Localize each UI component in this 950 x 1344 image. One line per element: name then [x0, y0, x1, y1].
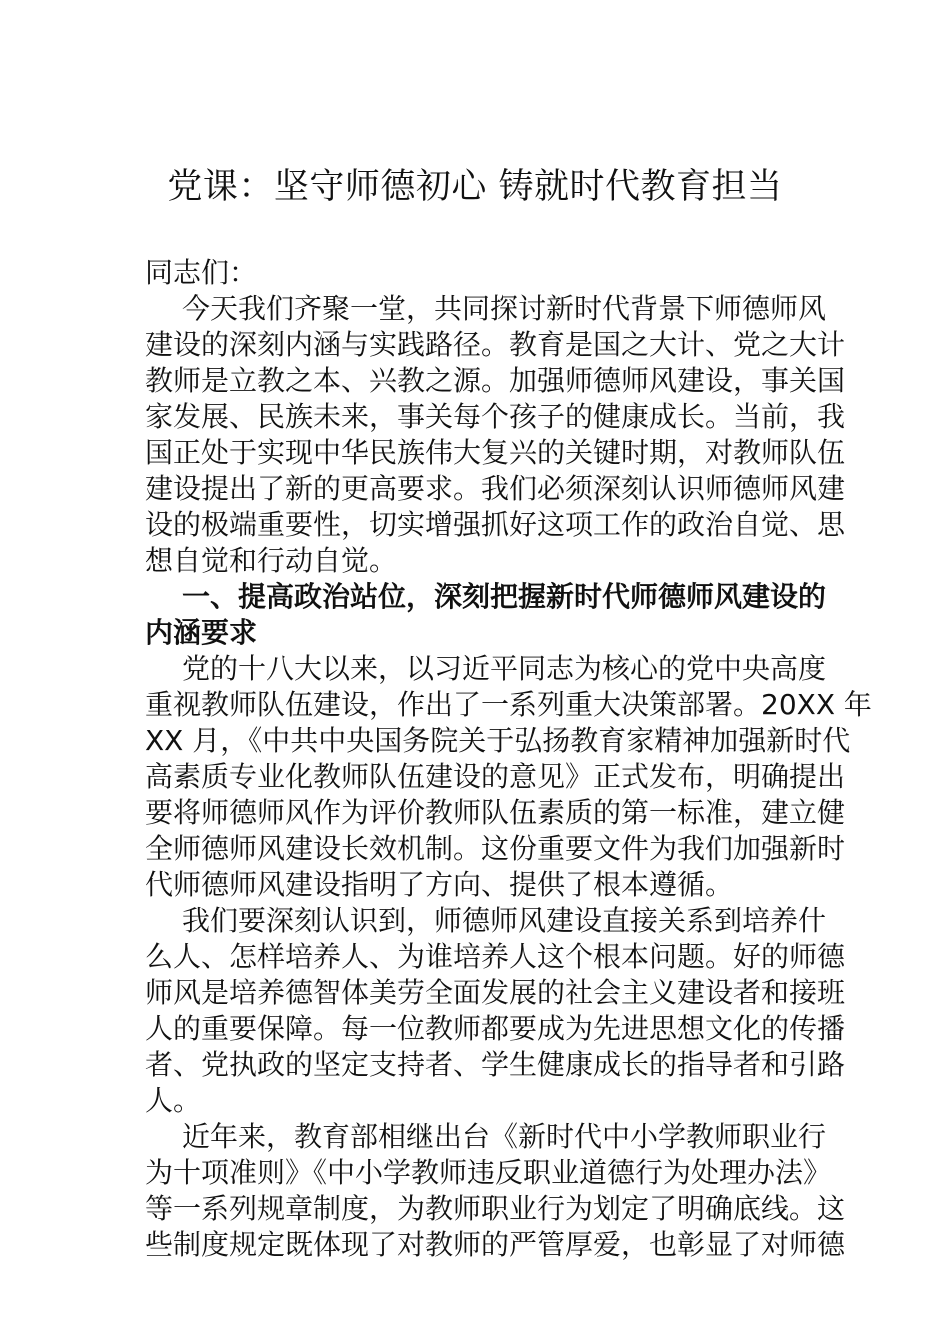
text-line: 为十项准则》《中小学教师违反职业道德行为处理办法》: [145, 1156, 832, 1189]
text-line: 今天我们齐聚一堂，共同探讨新时代背景下师德师风: [182, 292, 827, 325]
paragraph: [145, 651, 872, 903]
document-body: [145, 255, 872, 1263]
section-heading: [145, 579, 827, 651]
text-line: 人。: [145, 1084, 202, 1117]
paragraph: [145, 1119, 846, 1263]
text-line: XX 月，《中共中央国务院关于弘扬教育家精神加强新时代: [145, 724, 851, 757]
text-line: 些制度规定既体现了对教师的严管厚爱，也彰显了对师德: [145, 1228, 846, 1261]
text-line: 一、提高政治站位，深刻把握新时代师德师风建设的: [182, 580, 827, 613]
document-title: 党课：坚守师德初心 铸就时代教育担当: [167, 167, 783, 207]
text-line: 建设的深刻内涵与实践路径。教育是国之大计、党之大计: [145, 328, 846, 361]
text-line: 人的重要保障。每一位教师都要成为先进思想文化的传播: [145, 1012, 846, 1045]
salutation: 同志们：: [145, 256, 258, 289]
text-line: 家发展、民族未来，事关每个孩子的健康成长。当前，我: [145, 400, 846, 433]
text-line: 国正处于实现中华民族伟大复兴的关键时期，对教师队伍: [145, 436, 846, 469]
text-line: 者、党执政的坚定支持者、学生健康成长的指导者和引路: [145, 1048, 846, 1081]
text-line: 教师是立教之本、兴教之源。加强师德师风建设，事关国: [145, 364, 846, 397]
paragraph: [145, 291, 846, 579]
text-line: 想自觉和行动自觉。: [145, 544, 398, 577]
text-line: 等一系列规章制度，为教师职业行为划定了明确底线。这: [145, 1192, 846, 1225]
text-line: 要将师德师风作为评价教师队伍素质的第一标准，建立健: [145, 796, 846, 829]
text-line: 设的极端重要性，切实增强抓好这项工作的政治自觉、思: [145, 508, 846, 541]
text-line: 建设提出了新的更高要求。我们必须深刻认识师德师风建: [145, 472, 846, 505]
text-line: 内涵要求: [145, 616, 258, 649]
text-line: 代师德师风建设指明了方向、提供了根本遵循。: [145, 868, 734, 901]
text-line: 全师德师风建设长效机制。这份重要文件为我们加强新时: [145, 832, 846, 865]
text-line: 重视教师队伍建设，作出了一系列重大决策部署。20XX 年: [145, 688, 872, 721]
text-line: 近年来，教育部相继出台《新时代中小学教师职业行: [182, 1120, 827, 1153]
text-line: 党的十八大以来，以习近平同志为核心的党中央高度: [182, 652, 827, 685]
paragraph: [145, 903, 846, 1119]
text-line: 高素质专业化教师队伍建设的意见》正式发布，明确提出: [145, 760, 846, 793]
text-line: 么人、怎样培养人、为谁培养人这个根本问题。好的师德: [145, 940, 846, 973]
text-line: 我们要深刻认识到，师德师风建设直接关系到培养什: [182, 904, 827, 937]
text-line: 师风是培养德智体美劳全面发展的社会主义建设者和接班: [145, 976, 846, 1009]
